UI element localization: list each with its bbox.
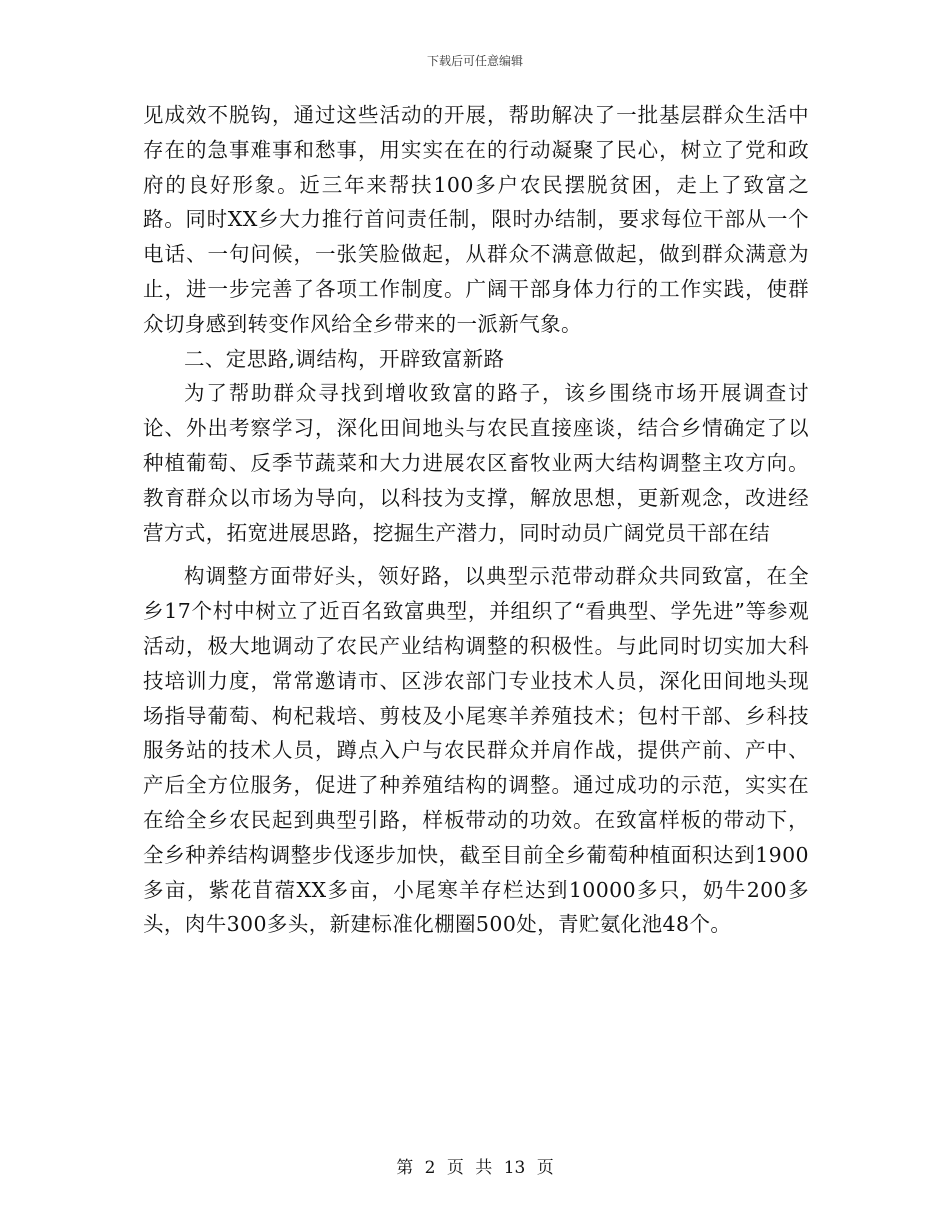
paragraph: 构调整方面带好头，领好路，以典型示范带动群众共同致富，在全乡17个村中树立了近百名致富典型，并组织了“看典型、学先进”等参观活动，极大地调动了农民产业结构调整的积极性。与此同时切实加大科技培训力度，常常邀请市、区涉农部门专业技术人员，深化田间地头现场指导葡萄、枸杞栽培、剪枝及小尾寒羊养殖技术；包村干部、乡科技服务站的技术人员，蹲点入户与农民群众并肩作战，提供产前、产中、产后全方位服务，促进了种养殖结构的调整。通过成功的示范，实实在在给全乡农民起到典型引路，样板带动的功效。在致富样板的带动下，全乡种养结构调整步伐逐步加快，截至目前全乡葡萄种植面积达到1900多亩，紫花苜蓿XX多亩，小尾寒羊存栏达到10000多只，奶牛200多头，肉牛300多头，新建标准化棚圈500处，青贮氨化池48个。 [143, 564, 809, 937]
section-heading: 二、定思路,调结构，开辟致富新路 [184, 346, 505, 371]
page-header: 下载后可任意编辑 [426, 54, 523, 68]
paragraph-continued: 见成效不脱钩，通过这些活动的开展，帮助解决了一批基层群众生活中存在的急事难事和愁事，用实实在在的行动凝聚了民心，树立了党和政府的良好形象。近三年来帮扶100多户农民摆脱贫困，走上了致富之路。同时XX乡大力推行首问责任制，限时办结制，要求每位干部从一个电话、一句问候，一张笑脸做起，从群众不满意做起，做到群众满意为止，进一步完善了各项工作制度。广阔干部身体力行的工作实践，使群众切身感到转变作风给全乡带来的一派新气象。 [143, 103, 809, 336]
document-body [143, 98, 809, 942]
paragraph: 为了帮助群众寻找到增收致富的路子，该乡围绕市场开展调查讨论、外出考察学习，深化田间地头与农民直接座谈，结合乡情确定了以种植葡萄、反季节蔬菜和大力进展农区畜牧业两大结构调整主攻方向。教育群众以市场为导向，以科技为支撑，解放思想，更新观念，改进经营方式，拓宽进展思路，挖掘生产潜力，同时动员广阔党员干部在结 [143, 381, 809, 545]
page-number-footer: 第 2 页 共 13 页 [396, 1158, 554, 1178]
